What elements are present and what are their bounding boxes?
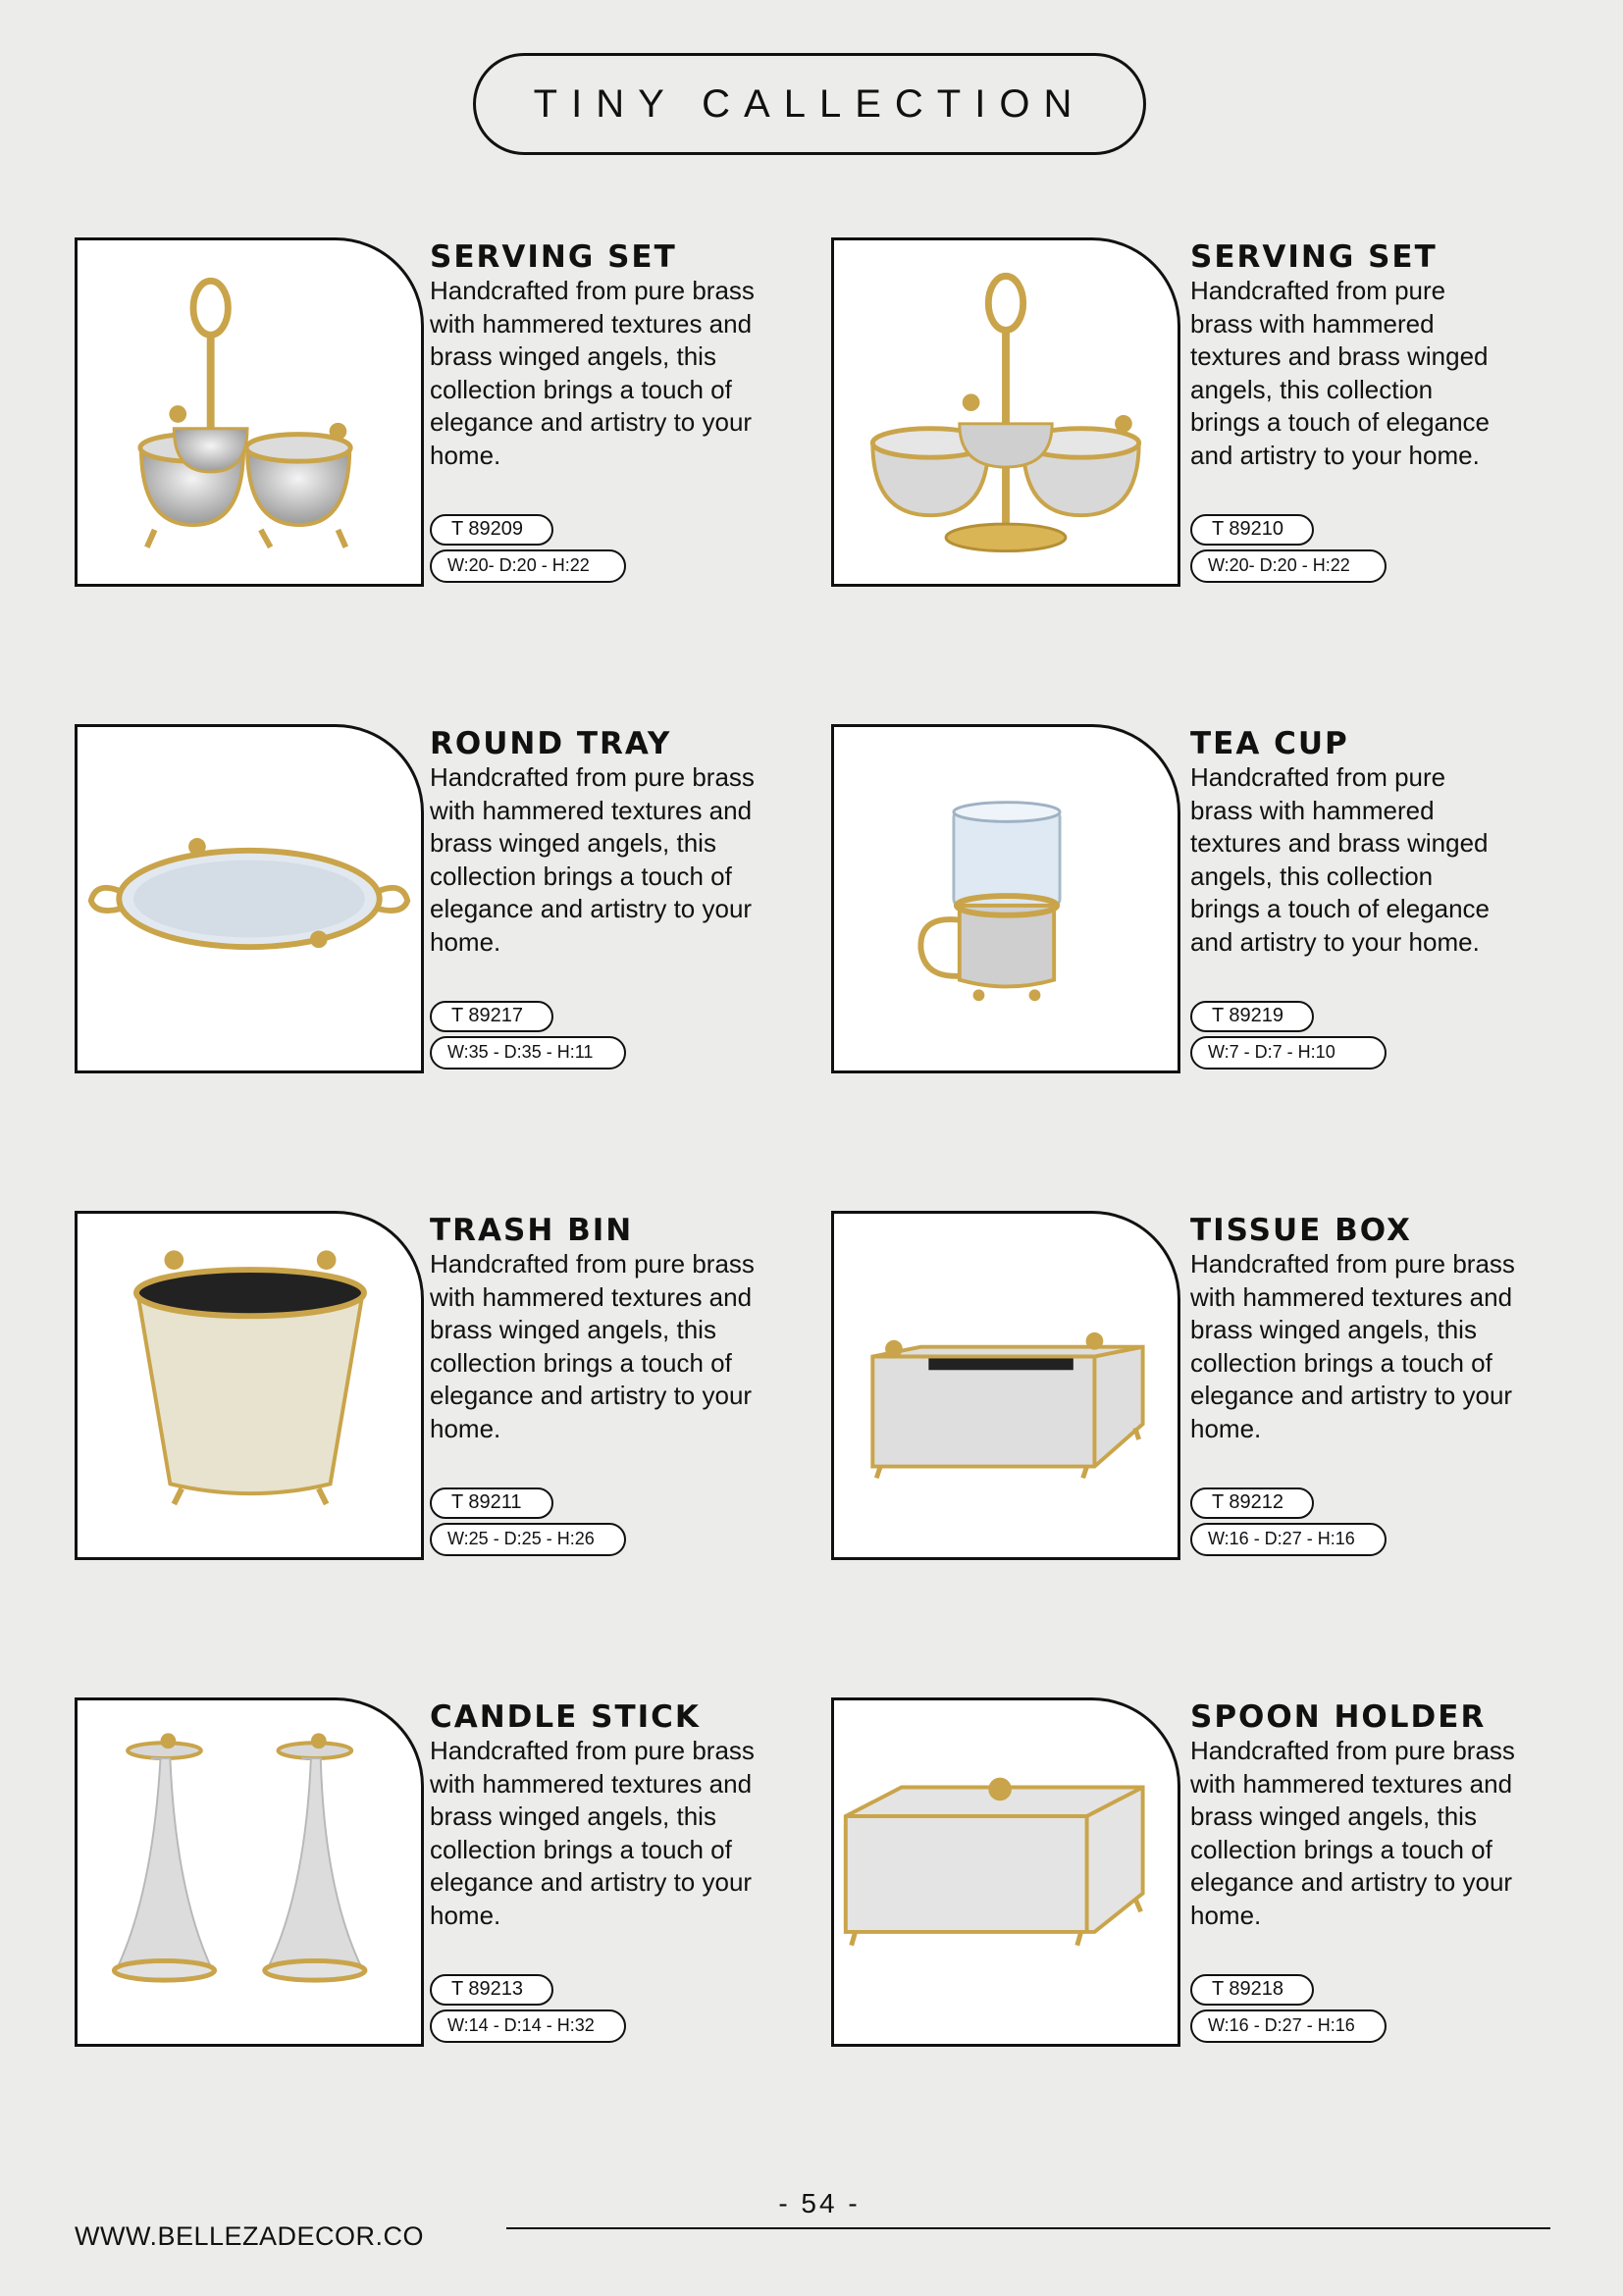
product-code-badge: T 89213 xyxy=(430,1974,553,2006)
product-dimensions-badge: W:14 - D:14 - H:32 xyxy=(430,2009,626,2043)
tissue-box-icon xyxy=(834,1214,1178,1557)
product-photo xyxy=(831,1697,1180,2047)
product-code-badge: T 89209 xyxy=(430,514,553,546)
product-card xyxy=(75,237,811,591)
spoon-holder-icon xyxy=(834,1700,1178,2044)
product-photo xyxy=(831,237,1180,587)
product-description: Handcrafted from pure brass with hammered textures and brass winged angels, this collection brings a touch of elegance and artistry to your home. xyxy=(1190,1736,1515,1930)
product-name: TISSUE BOX xyxy=(1190,1213,1412,1248)
product-description: Handcrafted from pure brass with hammered textures and brass winged angels, this collection brings a touch of elegance and artistry to your home. xyxy=(430,276,755,470)
product-code-badge: T 89219 xyxy=(1190,1001,1314,1032)
product-dimensions-badge: W:35 - D:35 - H:11 xyxy=(430,1036,626,1070)
product-name: TEA CUP xyxy=(1190,726,1349,761)
product-dimensions-badge: W:25 - D:25 - H:26 xyxy=(430,1523,626,1556)
product-dimensions-badge: W:20- D:20 - H:22 xyxy=(1190,549,1387,583)
product-photo xyxy=(831,724,1180,1073)
product-card xyxy=(831,1211,1567,1564)
trash-bin-icon xyxy=(78,1214,421,1557)
product-description: Handcrafted from pure brass with hammered textures and brass winged angels, this collection brings a touch of elegance and artistry to your home. xyxy=(430,1249,755,1443)
round-tray-icon xyxy=(78,727,421,1070)
candle-stick-icon xyxy=(78,1700,421,2044)
product-card xyxy=(831,724,1567,1077)
product-card xyxy=(831,237,1567,591)
page-number: - 54 - xyxy=(778,2188,861,2218)
product-code-badge: T 89210 xyxy=(1190,514,1314,546)
product-photo xyxy=(75,724,424,1073)
product-description: Handcrafted from pure brass with hammered textures and brass winged angels, this collection brings a touch of elegance and artistry to your home. xyxy=(430,1736,755,1930)
product-name: TRASH BIN xyxy=(430,1213,634,1248)
product-name: SERVING SET xyxy=(430,239,677,275)
product-dimensions-badge: W:16 - D:27 - H:16 xyxy=(1190,2009,1387,2043)
product-photo xyxy=(831,1211,1180,1560)
product-name: CANDLE STICK xyxy=(430,1699,701,1735)
product-code-badge: T 89211 xyxy=(430,1487,553,1519)
footer-divider xyxy=(506,2227,1550,2229)
product-dimensions-badge: W:20- D:20 - H:22 xyxy=(430,549,626,583)
product-code-badge: T 89218 xyxy=(1190,1974,1314,2006)
product-description: Handcrafted from pure brass with hammered textures and brass winged angels, this collection brings a touch of elegance and artistry to your home. xyxy=(430,762,755,957)
product-description: Handcrafted from pure brass with hammered textures and brass winged angels, this collection brings a touch of elegance and artistry to your home. xyxy=(1190,762,1490,957)
product-dimensions-badge: W:16 - D:27 - H:16 xyxy=(1190,1523,1387,1556)
product-description: Handcrafted from pure brass with hammered textures and brass winged angels, this collection brings a touch of elegance and artistry to your home. xyxy=(1190,1249,1515,1443)
product-card xyxy=(75,724,811,1077)
product-card xyxy=(831,1697,1567,2051)
product-name: SERVING SET xyxy=(1190,239,1438,275)
page-title: TINY CALLECTION xyxy=(473,53,1146,155)
product-photo xyxy=(75,1211,424,1560)
website-link[interactable]: WWW.BELLEZADECOR.CO xyxy=(75,2221,425,2251)
three-bowl-serving-set-icon xyxy=(78,240,421,584)
product-code-badge: T 89212 xyxy=(1190,1487,1314,1519)
product-card xyxy=(75,1211,811,1564)
product-name: ROUND TRAY xyxy=(430,726,672,761)
product-description: Handcrafted from pure brass with hammered textures and brass winged angels, this collection brings a touch of elegance and artistry to your home. xyxy=(1190,276,1490,470)
tea-cup-icon xyxy=(834,727,1178,1070)
product-card xyxy=(75,1697,811,2051)
product-photo xyxy=(75,237,424,587)
product-name: SPOON HOLDER xyxy=(1190,1699,1487,1735)
product-photo xyxy=(75,1697,424,2047)
product-code-badge: T 89217 xyxy=(430,1001,553,1032)
product-dimensions-badge: W:7 - D:7 - H:10 xyxy=(1190,1036,1387,1070)
three-bowl-pedestal-serving-set-icon xyxy=(834,240,1178,584)
